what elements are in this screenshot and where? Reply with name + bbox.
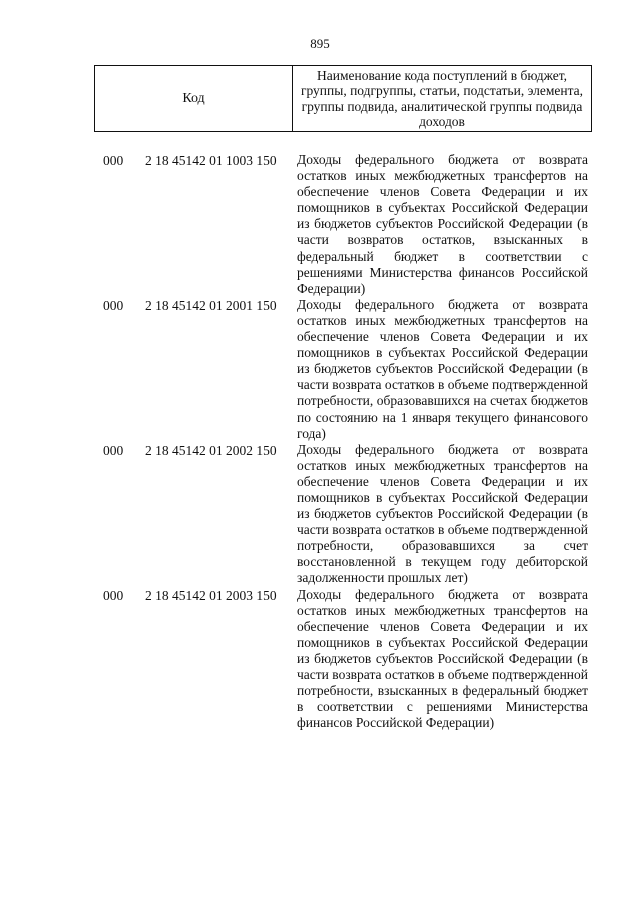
revenue-code: 2 18 45142 01 2003 150 xyxy=(145,587,277,603)
revenue-description: Доходы федерального бюджета от возврата остатков иных межбюджетных трансфертов на обеспечение членов Совета Федерации и их помощников в субъектах Российской Федерации из бюджетов субъектов Российской Федерации (в части возвратов остатков, взысканных в федеральный бюджет в соответствии с решениями Министерства финансов Российской Федерации) xyxy=(297,152,588,296)
revenue-code: 2 18 45142 01 2002 150 xyxy=(145,442,277,458)
revenue-description: Доходы федерального бюджета от возврата остатков иных межбюджетных трансфертов на обеспечение членов Совета Федерации и их помощников в субъектах Российской Федерации из бюджетов субъектов Российской Федерации (в части возврата остатков в объеме подтвержденной потребности, образовавшихся на счетах бюджетов по состоянию на 1 января текущего финансового года) xyxy=(297,296,588,441)
revenue-description: Доходы федерального бюджета от возврата остатков иных межбюджетных трансфертов на обеспечение членов Совета Федерации и их помощников в субъектах Российской Федерации из бюджетов субъектов Российской Федерации (в части возврата остатков в объеме подтвержденной потребности, взысканных в федеральный бюджет в соответствии с решениями Министерства финансов Российской Федерации) xyxy=(297,586,588,731)
list-item xyxy=(0,297,640,442)
list-item xyxy=(0,152,640,297)
page-number: 895 xyxy=(310,36,330,51)
revenue-description: Доходы федерального бюджета от возврата остатков иных межбюджетных трансфертов на обеспечение членов Совета Федерации и их помощников в субъектах Российской Федерации из бюджетов субъектов Российской Федерации (в части возврата остатков в объеме подтвержденной потребности, образовавшихся за счет восстановленной в текущем году дебиторской задолженности прошлых лет) xyxy=(297,441,588,586)
admin-code: 000 xyxy=(103,587,124,603)
list-item xyxy=(0,587,640,732)
revenue-code: 2 18 45142 01 2001 150 xyxy=(145,297,277,313)
entries-list xyxy=(0,152,640,731)
admin-code: 000 xyxy=(103,153,124,168)
revenue-code: 2 18 45142 01 1003 150 xyxy=(145,153,277,168)
list-item xyxy=(0,442,640,587)
header-name-label: Наименование кода поступлений в бюджет, группы, подгруппы, статьи, подстатьи, элемента, группы подвида, аналитической группы подвида доходов xyxy=(300,67,584,129)
header-code-label: Код xyxy=(95,66,293,131)
table-header xyxy=(94,65,592,132)
admin-code: 000 xyxy=(103,442,124,458)
admin-code: 000 xyxy=(103,297,124,313)
